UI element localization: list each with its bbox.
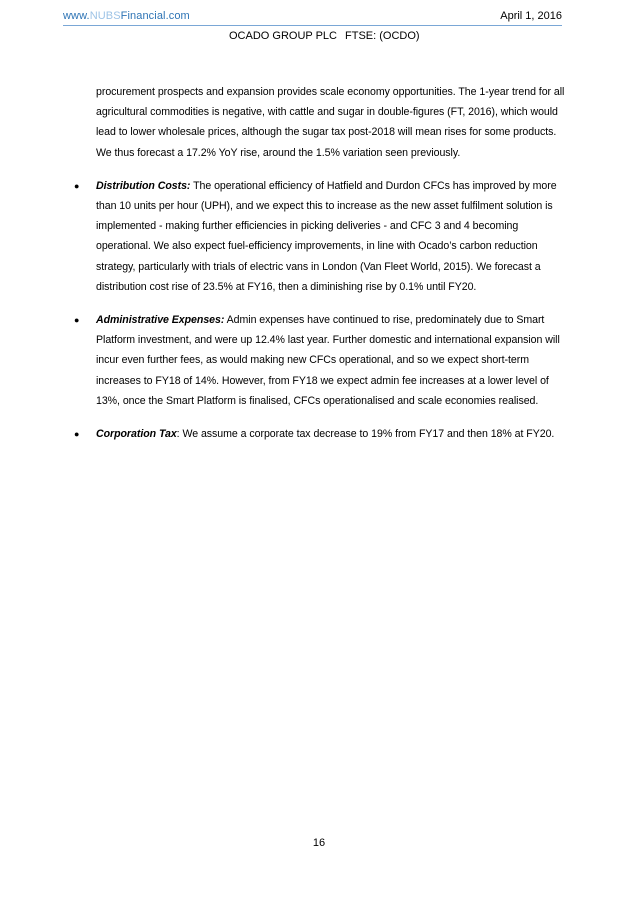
bullet-paragraph (96, 310, 566, 411)
header-divider (63, 25, 562, 26)
bullet-title: Corporation Tax (96, 428, 177, 441)
site-link-prefix: www. (63, 10, 90, 22)
bullet-paragraph (96, 176, 566, 297)
bullet-icon: ● (74, 315, 80, 326)
ticker-symbol: FTSE: (OCDO) (345, 30, 420, 42)
page-header (63, 8, 562, 58)
site-link-suffix: Financial.com (120, 10, 190, 22)
bullet-title: Distribution Costs: (96, 179, 191, 192)
bullet-administrative-expenses (74, 310, 566, 411)
intro-paragraph: procurement prospects and expansion provides scale economy opportunities. The 1-year trend for all agricultural commodities is negative, with cattle and sugar in double-figures (FT, 2016), which would lead to lower wholesale prices, although the sugar tax post-2018 will mean rises for some products. We thus forecast a 17.2% YoY rise, around the 1.5% variation seen previously. (96, 86, 565, 159)
bullet-title: Administrative Expenses: (96, 314, 225, 327)
site-link-brand: NUBS (89, 10, 121, 22)
site-link[interactable] (63, 10, 190, 22)
bullet-text: The operational efficiency of Hatfield and Durdon CFCs has improved by more than 10 units per hour (UPH), and we expect this to increase as the new asset fulfilment solution is implemented - making further efficiencies in picking deliveries - and CFC 3 and 4 becoming operational. We also expect fuel-efficiency improvements, in line with Ocado’s carbon reduction strategy, particularly with trials of electric vans in London (Van Fleet World, 2015). We forecast a distribution cost rise of 23.5% at FY16, then a diminishing rise by 0.1% until FY20. (96, 179, 557, 293)
body-content (74, 82, 566, 457)
bullet-paragraph (96, 424, 566, 444)
bullet-corporation-tax (74, 424, 566, 444)
bullet-icon: ● (74, 429, 80, 440)
header-date: April 1, 2016 (500, 10, 562, 22)
bullet-text: Admin expenses have continued to rise, predominately due to Smart Platform investment, and were up 12.4% last year. Further domestic and international expansion will incur even further fees, as would making new CFCs operational, and so we expect short-term increases to FY18 of 14%. However, from FY18 we expect admin fee increases at a lower level of 13%, once the Smart Platform is finalised, CFCs operationalised and scale economies realised. (96, 314, 560, 407)
bullet-distribution-costs (74, 176, 566, 297)
page-number: 16 (312, 837, 326, 849)
bullet-icon: ● (74, 180, 80, 191)
bullet-text: : We assume a corporate tax decrease to 19% from FY17 and then 18% at FY20. (176, 428, 555, 441)
company-name: OCADO GROUP PLC (229, 30, 337, 42)
